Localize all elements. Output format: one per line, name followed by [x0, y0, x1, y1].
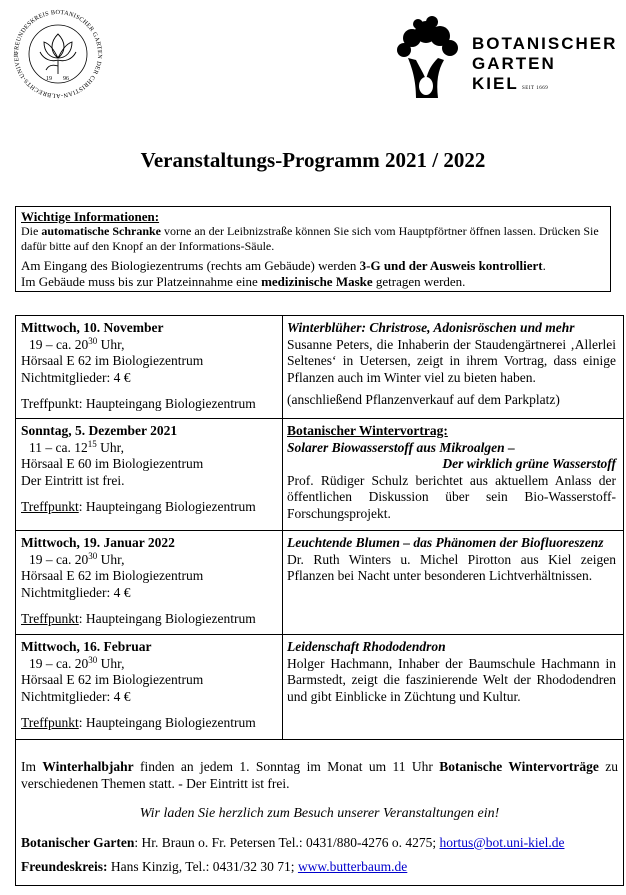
events-table — [15, 315, 624, 886]
meeting-text: : Haupteingang Biologiezentrum — [78, 715, 256, 730]
contact-garden-text: : Hr. Braun o. Fr. Petersen Tel.: 0431/880-4276 o. 4275; — [134, 834, 440, 850]
event-time-unit: Uhr, — [97, 655, 125, 671]
footer — [16, 749, 623, 876]
event-details — [16, 419, 283, 530]
svg-text:FREUNDESKREIS BOTANISCHER GART — [8, 4, 103, 99]
event-fee: Der Eintritt ist frei. — [21, 472, 125, 488]
page-title: Veranstaltungs-Programm 2021 / 2022 — [140, 148, 486, 172]
event-fee: Nichtmitglieder: 4 € — [21, 584, 131, 600]
event-title: Winterblüher: Christrose, Adonisröschen und mehr — [287, 320, 575, 335]
event-description-cell — [283, 316, 623, 418]
contact-freundeskreis-label: Freundeskreis: — [21, 859, 108, 874]
meeting-label: Treffpunkt — [21, 499, 79, 514]
event-description: Dr. Ruth Winters u. Michel Pirotton aus Kiel zeigen Pflanzen bei Nacht unter besonderen Lichtverhältnissen. — [287, 551, 616, 583]
footer-p1-bold-2: Botanische Wintervorträge — [439, 759, 599, 774]
info-p2-text-b: . — [542, 258, 546, 273]
seal-year-right: 96 — [63, 76, 69, 82]
info-p3-bold: medizinische Maske — [261, 274, 373, 289]
seal-year-left: 19 — [46, 76, 52, 82]
freundeskreis-seal-icon — [8, 4, 108, 104]
event-details — [16, 531, 283, 634]
footer-invitation: Wir laden Sie herzlich zum Besuch unserer Veranstaltungen ein! — [139, 806, 500, 821]
meeting-text: : Haupteingang Biologiezentrum — [78, 611, 256, 626]
contact-freundeskreis-text: Hans Kinzig, Tel.: 0431/32 30 71; — [107, 859, 298, 874]
info-box — [15, 206, 611, 292]
event-time — [21, 337, 277, 354]
event-meeting-point — [21, 715, 277, 732]
event-room: Hörsaal E 62 im Biologiezentrum — [21, 672, 204, 687]
info-p3-text-a: Im Gebäude muss bis zur Platzeinnahme eine — [21, 274, 262, 289]
event-room: Hörsaal E 62 im Biologiezentrum — [21, 568, 204, 583]
footer-p1-text-c: zu verschiedenen Themen statt. - Der Eintritt ist frei. — [21, 759, 619, 791]
meeting-label: Treffpunkt — [21, 611, 79, 626]
event-description-cell — [283, 419, 623, 530]
event-time-start: 19 – ca. 20 — [29, 336, 89, 352]
footer-wintervortraege — [21, 759, 618, 792]
event-time-unit: Uhr, — [96, 439, 124, 455]
event-date: Sonntag, 5. Dezember 2021 — [21, 423, 178, 438]
event-date: Mittwoch, 19. Januar 2022 — [21, 535, 175, 550]
event-extra: (anschließend Pflanzenverkauf auf dem Parkplatz) — [287, 392, 560, 407]
contact-garden-label: Botanischer Garten — [21, 834, 135, 850]
event-time-start: 19 – ca. 20 — [29, 551, 89, 567]
logo-line-2: GARTEN — [472, 54, 556, 73]
event-room: Hörsaal E 60 im Biologiezentrum — [21, 456, 204, 471]
footer-contact-freundeskreis — [21, 859, 618, 876]
info-paragraph-barrier — [21, 224, 605, 254]
event-row — [16, 635, 623, 740]
event-time-unit: Uhr, — [97, 551, 125, 567]
event-time-sup: 30 — [88, 335, 98, 346]
event-time-start: 11 – ca. 12 — [29, 439, 88, 455]
event-title: Leidenschaft Rhododendron — [287, 639, 446, 654]
info-p1-text-a: Die — [21, 224, 42, 238]
event-series-heading: Botanischer Wintervortrag: — [287, 423, 448, 438]
event-row — [16, 419, 623, 531]
info-p1-bold: automatische Schranke — [41, 224, 161, 238]
event-title-line-2: Der wirklich grüne Wasserstoff — [442, 456, 616, 471]
info-p1-text-b: vorne an der Leibnizstraße können Sie sich vom Hauptpförtner öffnen lassen. Drücken Sie dafür bitte auf den Knopf an der Informations-Säule. — [21, 224, 599, 253]
logo-since: SEIT 1669 — [522, 86, 549, 91]
logo-line-1: BOTANISCHER — [472, 34, 618, 53]
event-description-cell — [283, 635, 623, 739]
event-details — [16, 635, 283, 739]
meeting-label: Treffpunkt — [21, 715, 79, 730]
event-description-cell — [283, 531, 623, 634]
info-heading: Wichtige Informationen: — [21, 209, 160, 224]
event-time — [21, 552, 277, 569]
seal-ring-text: FREUNDESKREIS BOTANISCHER GARTEN DER CHRISTIAN-ALBRECHTS-UNIVER — [12, 8, 104, 100]
event-time-unit: Uhr, — [97, 336, 125, 352]
event-fee: Nichtmitglieder: 4 € — [21, 369, 131, 385]
info-p2-text-a: Am Eingang des Biologiezentrums (rechts am Gebäude) werden — [21, 258, 360, 273]
event-time — [21, 656, 277, 673]
event-time-start: 19 – ca. 20 — [29, 655, 89, 671]
event-title: Leuchtende Blumen – das Phänomen der Biofluoreszenz — [287, 535, 604, 550]
event-row — [16, 316, 623, 419]
botanischer-garten-logo — [386, 14, 622, 104]
freundeskreis-logo — [8, 4, 108, 104]
event-meeting-point — [21, 396, 277, 413]
footer-p1-bold-1: Winterhalbjahr — [42, 759, 134, 774]
event-time-sup: 30 — [88, 550, 98, 561]
info-p2-bold: 3-G und der Ausweis kontrolliert — [359, 258, 543, 273]
event-details — [16, 316, 283, 418]
event-room: Hörsaal E 62 im Biologiezentrum — [21, 353, 204, 368]
meeting-text: : Haupteingang Biologiezentrum — [78, 396, 256, 411]
footer-p1-text-b: finden an jedem 1. Sonntag im Monat um 11 Uhr — [133, 759, 440, 774]
event-row — [16, 531, 623, 635]
logo-line-3: KIEL — [472, 74, 519, 93]
event-description: Susanne Peters, die Inhaberin der Staudengärtnerei ‚Allerlei Seltenes‘ in Uetersen, zeigt in ihrem Vortrag, dass einige Pflanzen auch im Winter viel zu bieten haben. — [287, 336, 616, 385]
event-meeting-point — [21, 611, 277, 628]
meeting-text: : Haupteingang Biologiezentrum — [78, 499, 256, 514]
event-time-sup: 15 — [87, 438, 97, 449]
info-paragraph-entrance — [21, 258, 605, 290]
event-time — [21, 440, 277, 457]
contact-freundeskreis-web-link[interactable]: www.butterbaum.de — [297, 859, 408, 874]
event-description: Prof. Rüdiger Schulz berichtet aus aktuellem Anlass der öffentlichen Diskussion über sein Bio-Wasserstoff-Forschungsprojekt. — [287, 472, 616, 521]
event-time-sup: 30 — [88, 654, 98, 665]
contact-garden-email-link[interactable]: hortus@bot.uni-kiel.de — [439, 834, 565, 850]
event-title-line-1: Solarer Biowasserstoff aus Mikroalgen – — [287, 439, 515, 455]
info-p3-text-b: getragen werden. — [372, 274, 466, 289]
footer-contact-garden — [21, 835, 618, 852]
event-date: Mittwoch, 10. November — [21, 320, 164, 335]
event-description: Holger Hachmann, Inhaber der Baumschule Hachmann in Barmstedt, zeigt die faszinierende Welt der Rhododendren und gibt Einblicke in Züchtung und Kultur. — [287, 655, 616, 704]
footer-p1-text-a: Im — [21, 759, 43, 774]
meeting-label: Treffpunkt — [21, 396, 79, 411]
event-meeting-point — [21, 499, 277, 516]
event-fee: Nichtmitglieder: 4 € — [21, 688, 131, 704]
event-date: Mittwoch, 16. Februar — [21, 639, 152, 654]
tree-icon — [386, 14, 466, 98]
